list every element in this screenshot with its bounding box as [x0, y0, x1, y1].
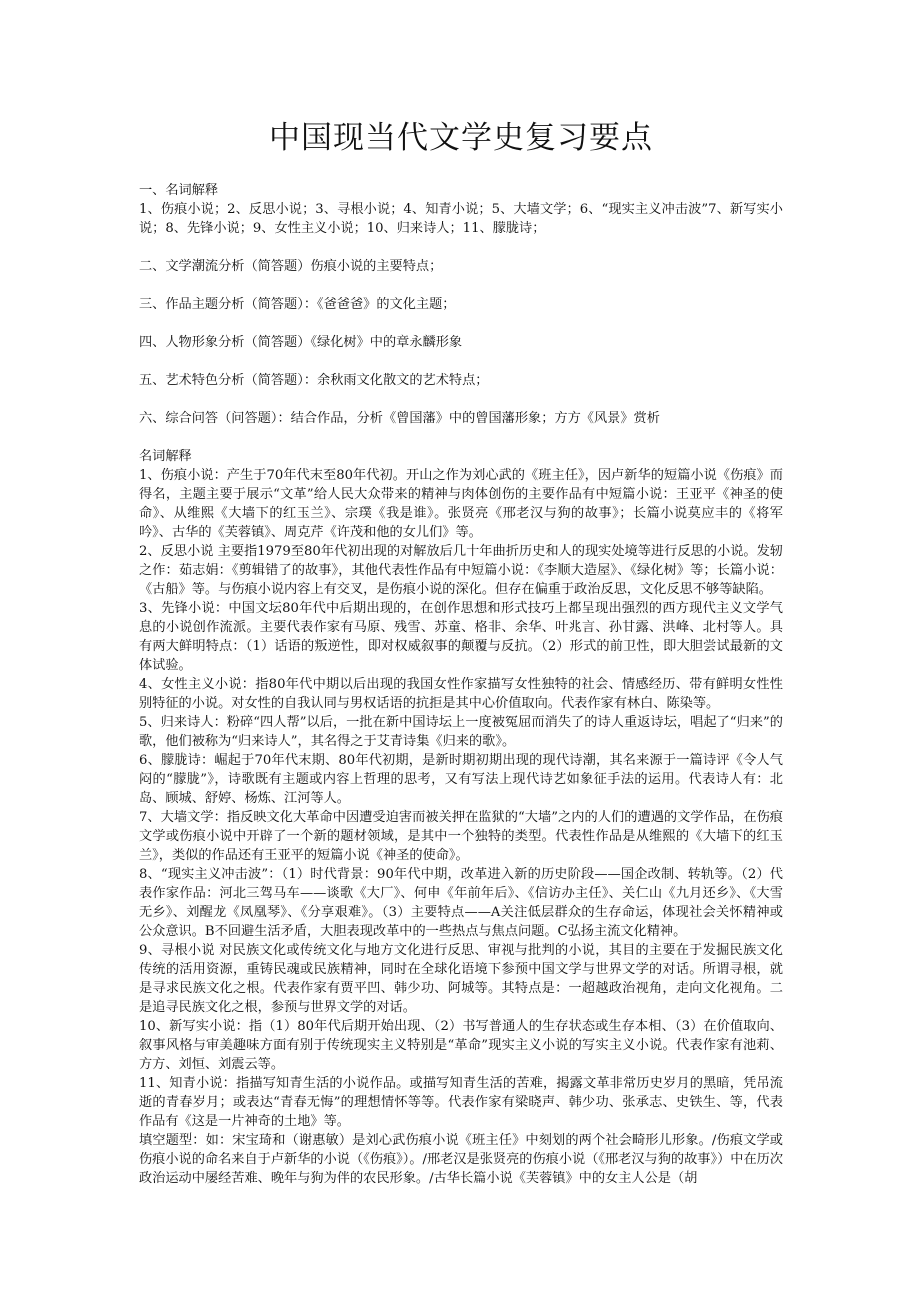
- term-paragraph: 7、大墙文学：指反映文化大革命中因遭受迫害而被关押在监狱的“大墙”之内的人们的遭遇的文学作品，在伤痕文学或伤痕小说中开辟了一个新的题材领域，是其中一个独特的类型。代表性作品是从维熙的《大墙下的红玉兰》，类似的作品还有王亚平的短篇小说《神圣的使命》。: [139, 810, 783, 863]
- term-paragraph: 10、新写实小说：指（1）80年代后期开始出现、（2）书写普通人的生存状态或生存本相、（3）在价值取向、叙事风格与审美趣味方面有别于传统现实主义特别是“革命”现实主义小说的写实主义小说。代表作家有池莉、方方、刘恒、刘震云等。: [139, 1019, 783, 1072]
- spacer: [139, 276, 783, 295]
- spacer: [139, 390, 783, 409]
- spacer: [139, 428, 783, 447]
- term-paragraph: 8、“现实主义冲击波”：（1）时代背景：90年代中期，改革进入新的历史阶段——国企改制、转轨等。（2）代表作家作品：河北三驾马车——谈歌《大厂》、何申《年前年后》、《信访办主任》、关仁山《九月还乡》、《大雪无乡》、刘醒龙《凤凰琴》、《分享艰难》。（3）主要特点——A关注低层群众的生存命运，体现社会关怀精神或公众意识。B不回避生活矛盾，大胆表现改革中的一些热点与焦点问题。C弘扬主流文化精神。: [139, 867, 783, 939]
- spacer: [139, 314, 783, 333]
- term-paragraph: 11、知青小说：指描写知青生活的小说作品。或描写知青生活的苦难，揭露文革非常历史岁月的黑暗，凭吊流逝的青春岁月；或表达“青春无悔”的理想情怀等等。代表作家有梁晓声、韩少功、张承志、史铁生、等，代表作品有《这是一片神奇的土地》等。: [139, 1076, 783, 1129]
- term-paragraph: 9、寻根小说 对民族文化或传统文化与地方文化进行反思、审视与批判的小说，其目的主要在于发掘民族文化传统的活用资源，重铸民魂或民族精神，同时在全球化语境下参预中国文学与世界文学的对话。所谓寻根，就是寻求民族文化之根。代表作家有贾平凹、韩少功、阿城等。其特点是：一超越政治视角，走向文化视角。二是追寻民族文化之根，参预与世界文学的对话。: [139, 943, 783, 1015]
- body-heading: 名词解释: [139, 449, 192, 464]
- terms-list: 1、伤痕小说；2、反思小说；3、寻根小说；4、知青小说；5、大墙文学；6、“现实主义冲击波”7、新写实小说；8、先锋小说；9、女性主义小说；10、归来诗人；11、朦胧诗；: [139, 202, 783, 236]
- term-paragraph: 2、反思小说 主要指1979至80年代初出现的对解放后几十年曲折历史和人的现实处境等进行反思的小说。发轫之作：茹志娟：《剪辑错了的故事》，其他代表性作品有中短篇小说：《李顺大造屋》、《绿化树》等；长篇小说：《古船》等。与伤痕小说内容上有交叉，是伤痕小说的深化。但存在偏重于政治反思，文化反思不够等缺陷。: [139, 544, 783, 597]
- spacer: [139, 238, 783, 257]
- section-heading-terms: 一、名词解释: [139, 183, 219, 198]
- spacer: [139, 352, 783, 371]
- term-paragraph: 5、归来诗人：粉碎“四人帮”以后，一批在新中国诗坛上一度被冤屈而消失了的诗人重返诗坛，唱起了“归来”的歌，他们被称为“归来诗人”，其名得之于艾青诗集《归来的歌》。: [139, 715, 783, 749]
- term-paragraph: 3、先锋小说：中国文坛80年代中后期出现的，在创作思想和形式技巧上都呈现出强烈的西方现代主义文学气息的小说创作流派。主要代表作家有马原、残雪、苏童、格非、余华、叶兆言、孙甘露、洪峰、北村等人。具有两大鲜明特点：（1）话语的叛逆性，即对权威叙事的颠覆与反抗。（2）形式的前卫性，即大胆尝试最新的文体试验。: [139, 601, 783, 673]
- section-theme-analysis: 三、作品主题分析（简答题）：《爸爸爸》的文化主题；: [139, 297, 456, 312]
- section-art-analysis: 五、艺术特色分析（简答题）：余秋雨文化散文的艺术特点；: [139, 373, 489, 388]
- section-comprehensive: 六、综合问答（问答题）：结合作品，分析《曾国藩》中的曾国藩形象；方方《风景》赏析: [139, 411, 660, 426]
- term-paragraph: 1、伤痕小说：产生于70年代末至80年代初。开山之作为刘心武的《班主任》，因卢新华的短篇小说《伤痕》而得名，主题主要于展示“文革”给人民大众带来的精神与肉体创伤的主要作品有中短篇小说：王亚平《神圣的使命》、从维熙《大墙下的红玉兰》、宗璞《我是谁》。张贤亮《邢老汉与狗的故事》；长篇小说莫应丰的《将军吟》、古华的《芙蓉镇》、周克芹《许茂和他的女儿们》等。: [139, 468, 783, 540]
- document-title: 中国现当代文学史复习要点: [269, 120, 653, 156]
- section-trend-analysis: 二、文学潮流分析（简答题）伤痕小说的主要特点；: [139, 259, 443, 274]
- fill-in-blank-paragraph: 填空题型：如：宋宝琦和（谢惠敏）是刘心武伤痕小说《班主任》中刻划的两个社会畸形儿形象。/伤痕文学或伤痕小说的命名来自于卢新华的小说（《伤痕》）。/邢老汉是张贤亮的伤痕小说（《邢老汉与狗的故事》）中在历次政治运动中屡经苦难、晚年与狗为伴的农民形象。/古华长篇小说《芙蓉镇》中的女主人公是（胡: [139, 1133, 784, 1186]
- term-paragraph: 6、朦胧诗：崛起于70年代末期、80年代初期，是新时期初期出现的现代诗潮，其名来源于一篇诗评《令人气闷的“朦胧”》，诗歌既有主题或内容上哲理的思考，又有写法上现代诗艺如象征手法的运用。代表诗人有：北岛、顾城、舒婷、杨炼、江河等人。: [139, 753, 783, 806]
- section-character-analysis: 四、人物形象分析（简答题）《绿化树》中的章永麟形象: [139, 335, 463, 350]
- term-paragraph: 4、女性主义小说：指80年代中期以后出现的我国女性作家描写女性独特的社会、情感经历、带有鲜明女性性别特征的小说。对女性的自我认同与男权话语的抗拒是其中心价值取向。代表作家有林白、陈染等。: [139, 677, 783, 711]
